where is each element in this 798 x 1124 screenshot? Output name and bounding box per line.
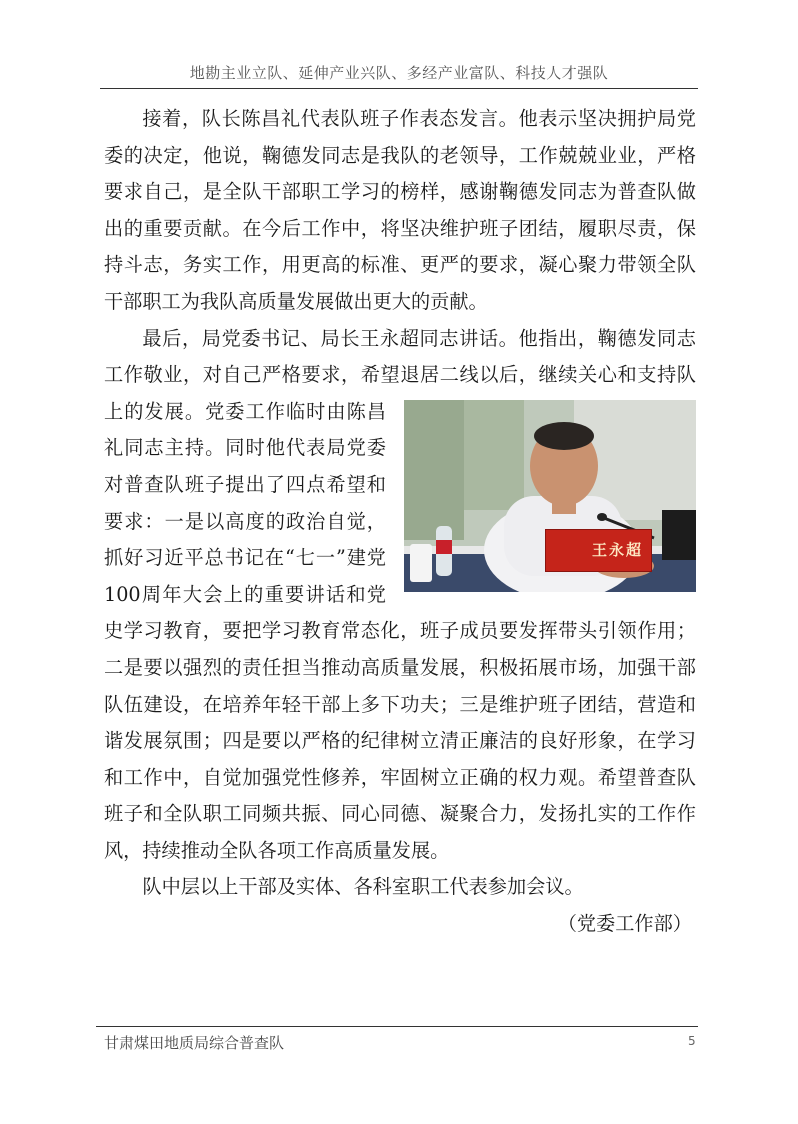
photo-name-plate: 王永超 [545,529,652,572]
header-divider [100,88,698,89]
paragraph-1: 接着，队长陈昌礼代表队班子作表态发言。他表示坚决拥护局党委的决定，他说，鞠德发同志是我队的老领导，工作兢兢业业，严格要求自己，是全队干部职工学习的榜样，感谢鞠德发同志为普查队做出的重要贡献。在今后工作中，将坚决维护班子团结，履职尽责，保持斗志，务实工作，用更高的标准、更严的要求，凝心聚力带领全队干部职工为我队高质量发展做出更大的贡献。 [104,107,696,313]
article-body [104,101,696,943]
page-number: 5 [688,1034,696,1048]
paragraph-2-text: 最后，局党委书记、局长王永超同志讲话。他指出，鞠德发同志工作敬业，对自己严格要求，希望退居二线以后，继续关心和支持队上的发展。党委工作临时由陈昌礼同志主持。同时他代表局党委对普查队班子提出了四点希望和要求：一是以高度的政治自觉，抓好习近平总书记在“七一”建党100周年大会上的重要讲话和党史学习教育，要把学习教育常态化，班子成员要发挥带头引领作用；二是要以强烈的责任担当推动高质量发展，积极拓展市场，加强干部队伍建设，在培养年轻干部上多下功夫；三是维护班子团结，营造和谐发展氛围；四是要以严格的纪律树立清正廉洁的良好形象，在学习和工作中，自觉加强党性修养，牢固树立正确的权力观。希望普查队班子和全队职工同频共振、同心同德、凝聚合力，发扬扎实的工作作风，持续推动全队各项工作高质量发展。 [104,326,696,862]
footer-divider [96,1026,698,1027]
running-header: 地勘主业立队、延伸产业兴队、多经产业富队、科技人才强队 [189,64,609,82]
footer-organization: 甘肃煤田地质局综合普查队 [104,1034,285,1052]
paragraph-2 [104,321,696,870]
author-signature: （党委工作部） [557,912,692,936]
paragraph-3: 队中层以上干部及实体、各科室职工代表参加会议。 [142,875,584,899]
speaker-photo [404,400,696,592]
